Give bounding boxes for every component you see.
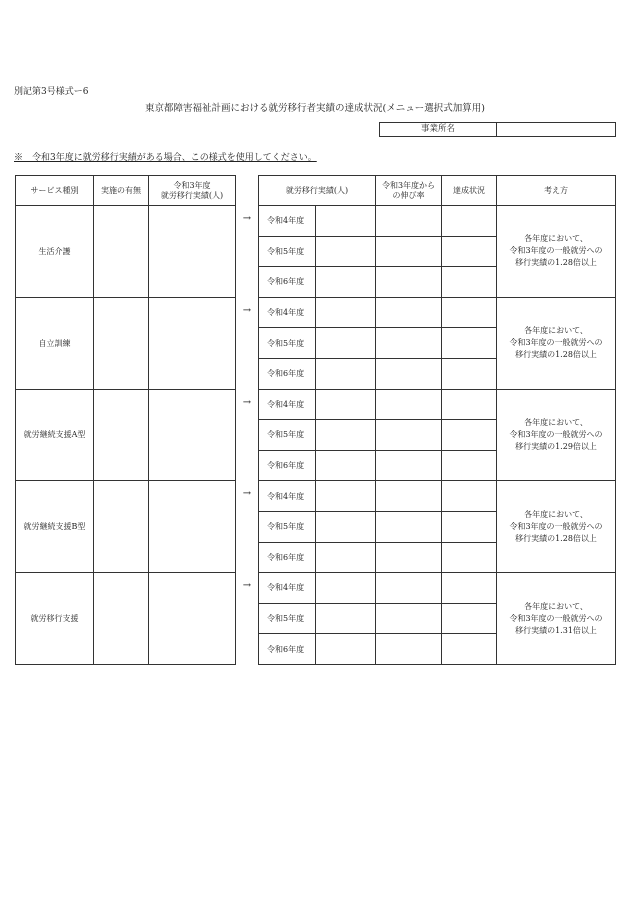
- status-cell[interactable]: [442, 389, 497, 420]
- service-row: [16, 481, 236, 573]
- growth-rate-cell[interactable]: [376, 328, 442, 359]
- year-label: 令和4年度: [259, 206, 316, 237]
- office-name-field[interactable]: [497, 123, 615, 136]
- criteria-text: [497, 481, 616, 573]
- year-row: [259, 573, 616, 604]
- availability-cell[interactable]: [94, 206, 149, 298]
- arrow-icon: →: [242, 488, 252, 500]
- header-status: 達成状況: [442, 176, 497, 206]
- usage-note: ※ 令和3年度に就労移行実績がある場合、この様式を使用してください。: [14, 153, 317, 163]
- criteria-text: [497, 389, 616, 481]
- year-label: 令和5年度: [259, 328, 316, 359]
- status-cell[interactable]: [442, 328, 497, 359]
- arrow-icon: →: [242, 396, 252, 408]
- growth-rate-cell[interactable]: [376, 420, 442, 451]
- year-label: 令和5年度: [259, 236, 316, 267]
- status-cell[interactable]: [442, 511, 497, 542]
- service-name: 就労移行支援: [16, 573, 94, 665]
- service-table: [15, 175, 236, 665]
- availability-cell[interactable]: [94, 297, 149, 389]
- status-cell[interactable]: [442, 206, 497, 237]
- service-name: 就労継続支援A型: [16, 389, 94, 481]
- year-label: 令和5年度: [259, 603, 316, 634]
- status-cell[interactable]: [442, 267, 497, 298]
- status-cell[interactable]: [442, 481, 497, 512]
- office-name-box: [379, 122, 616, 137]
- header-actual-results: 就労移行実績(人): [259, 176, 376, 206]
- form-id: 別記第3号様式ー6: [14, 87, 89, 97]
- availability-cell[interactable]: [94, 573, 149, 665]
- actual-value-cell[interactable]: [316, 297, 376, 328]
- criteria-line: 令和3年度の一般就労への: [509, 246, 603, 256]
- results-table: [258, 175, 616, 665]
- r3-actual-cell[interactable]: [149, 573, 236, 665]
- criteria-line: 令和3年度の一般就労への: [509, 338, 603, 348]
- office-name-label: 事業所名: [380, 123, 497, 136]
- header-availability: 実施の有無: [94, 176, 149, 206]
- r3-actual-cell[interactable]: [149, 481, 236, 573]
- actual-value-cell[interactable]: [316, 603, 376, 634]
- arrow-icon: →: [242, 213, 252, 224]
- status-cell[interactable]: [442, 450, 497, 481]
- criteria-text: [497, 573, 616, 665]
- actual-value-cell[interactable]: [316, 420, 376, 451]
- arrow-icon: →: [242, 304, 252, 316]
- r3-actual-cell[interactable]: [149, 297, 236, 389]
- actual-value-cell[interactable]: [316, 573, 376, 604]
- status-cell[interactable]: [442, 573, 497, 604]
- year-label: 令和6年度: [259, 634, 316, 665]
- header-r3-actual: [149, 176, 236, 206]
- header-approach: 考え方: [497, 176, 616, 206]
- year-row: [259, 206, 616, 237]
- criteria-line: 移行実績の1.31倍以上: [515, 625, 597, 635]
- actual-value-cell[interactable]: [316, 542, 376, 573]
- r3-actual-cell[interactable]: [149, 206, 236, 298]
- year-label: 令和6年度: [259, 450, 316, 481]
- header-r3-line2: 就労移行実績(人): [160, 190, 224, 200]
- growth-rate-cell[interactable]: [376, 297, 442, 328]
- year-label: 令和6年度: [259, 358, 316, 389]
- growth-rate-cell[interactable]: [376, 450, 442, 481]
- growth-rate-cell[interactable]: [376, 634, 442, 665]
- growth-rate-cell[interactable]: [376, 511, 442, 542]
- status-cell[interactable]: [442, 236, 497, 267]
- header-service-type: サービス種別: [16, 176, 94, 206]
- growth-rate-cell[interactable]: [376, 358, 442, 389]
- actual-value-cell[interactable]: [316, 358, 376, 389]
- header-growth-rate: [376, 176, 442, 206]
- year-row: [259, 297, 616, 328]
- criteria-line: 令和3年度の一般就労への: [509, 429, 603, 439]
- status-cell[interactable]: [442, 542, 497, 573]
- actual-value-cell[interactable]: [316, 511, 376, 542]
- criteria-line: 令和3年度の一般就労への: [509, 613, 603, 623]
- header-growth-line2: の伸び率: [392, 190, 425, 200]
- criteria-line: 移行実績の1.28倍以上: [515, 258, 597, 268]
- actual-value-cell[interactable]: [316, 450, 376, 481]
- service-name: 自立訓練: [16, 297, 94, 389]
- status-cell[interactable]: [442, 634, 497, 665]
- service-row: [16, 389, 236, 481]
- status-cell[interactable]: [442, 297, 497, 328]
- criteria-line: 各年度において、: [524, 601, 588, 611]
- r3-actual-cell[interactable]: [149, 389, 236, 481]
- actual-value-cell[interactable]: [316, 328, 376, 359]
- year-label: 令和6年度: [259, 267, 316, 298]
- growth-rate-cell[interactable]: [376, 481, 442, 512]
- growth-rate-cell[interactable]: [376, 603, 442, 634]
- document-title: 東京都障害福祉計画における就労移行者実績の達成状況(メニュー選択式加算用): [145, 103, 485, 114]
- criteria-line: 各年度において、: [524, 417, 588, 427]
- service-row: [16, 206, 236, 298]
- growth-rate-cell[interactable]: [376, 267, 442, 298]
- year-label: 令和4年度: [259, 573, 316, 604]
- criteria-text: [497, 297, 616, 389]
- criteria-line: 移行実績の1.28倍以上: [515, 533, 597, 543]
- service-row: [16, 573, 236, 665]
- year-label: 令和4年度: [259, 481, 316, 512]
- criteria-line: 各年度において、: [524, 509, 588, 519]
- year-label: 令和4年度: [259, 389, 316, 420]
- actual-value-cell[interactable]: [316, 634, 376, 665]
- actual-value-cell[interactable]: [316, 389, 376, 420]
- growth-rate-cell[interactable]: [376, 206, 442, 237]
- header-growth-line1: 令和3年度から: [381, 180, 436, 190]
- criteria-line: 各年度において、: [524, 234, 588, 244]
- year-row: [259, 481, 616, 512]
- criteria-text: [497, 206, 616, 298]
- actual-value-cell[interactable]: [316, 267, 376, 298]
- year-label: 令和6年度: [259, 542, 316, 573]
- year-row: [259, 389, 616, 420]
- criteria-line: 移行実績の1.29倍以上: [515, 441, 597, 451]
- criteria-line: 各年度において、: [524, 326, 588, 336]
- availability-cell[interactable]: [94, 389, 149, 481]
- growth-rate-cell[interactable]: [376, 236, 442, 267]
- criteria-line: 移行実績の1.28倍以上: [515, 350, 597, 360]
- service-name: 生活介護: [16, 206, 94, 298]
- service-row: [16, 297, 236, 389]
- growth-rate-cell[interactable]: [376, 573, 442, 604]
- arrow-icon: →: [242, 580, 252, 592]
- header-r3-line1: 令和3年度: [173, 180, 211, 190]
- year-label: 令和4年度: [259, 297, 316, 328]
- availability-cell[interactable]: [94, 481, 149, 573]
- actual-value-cell[interactable]: [316, 481, 376, 512]
- year-label: 令和5年度: [259, 511, 316, 542]
- status-cell[interactable]: [442, 420, 497, 451]
- service-name: 就労継続支援B型: [16, 481, 94, 573]
- year-label: 令和5年度: [259, 420, 316, 451]
- status-cell[interactable]: [442, 603, 497, 634]
- actual-value-cell[interactable]: [316, 206, 376, 237]
- growth-rate-cell[interactable]: [376, 389, 442, 420]
- status-cell[interactable]: [442, 358, 497, 389]
- actual-value-cell[interactable]: [316, 236, 376, 267]
- criteria-line: 令和3年度の一般就労への: [509, 521, 603, 531]
- growth-rate-cell[interactable]: [376, 542, 442, 573]
